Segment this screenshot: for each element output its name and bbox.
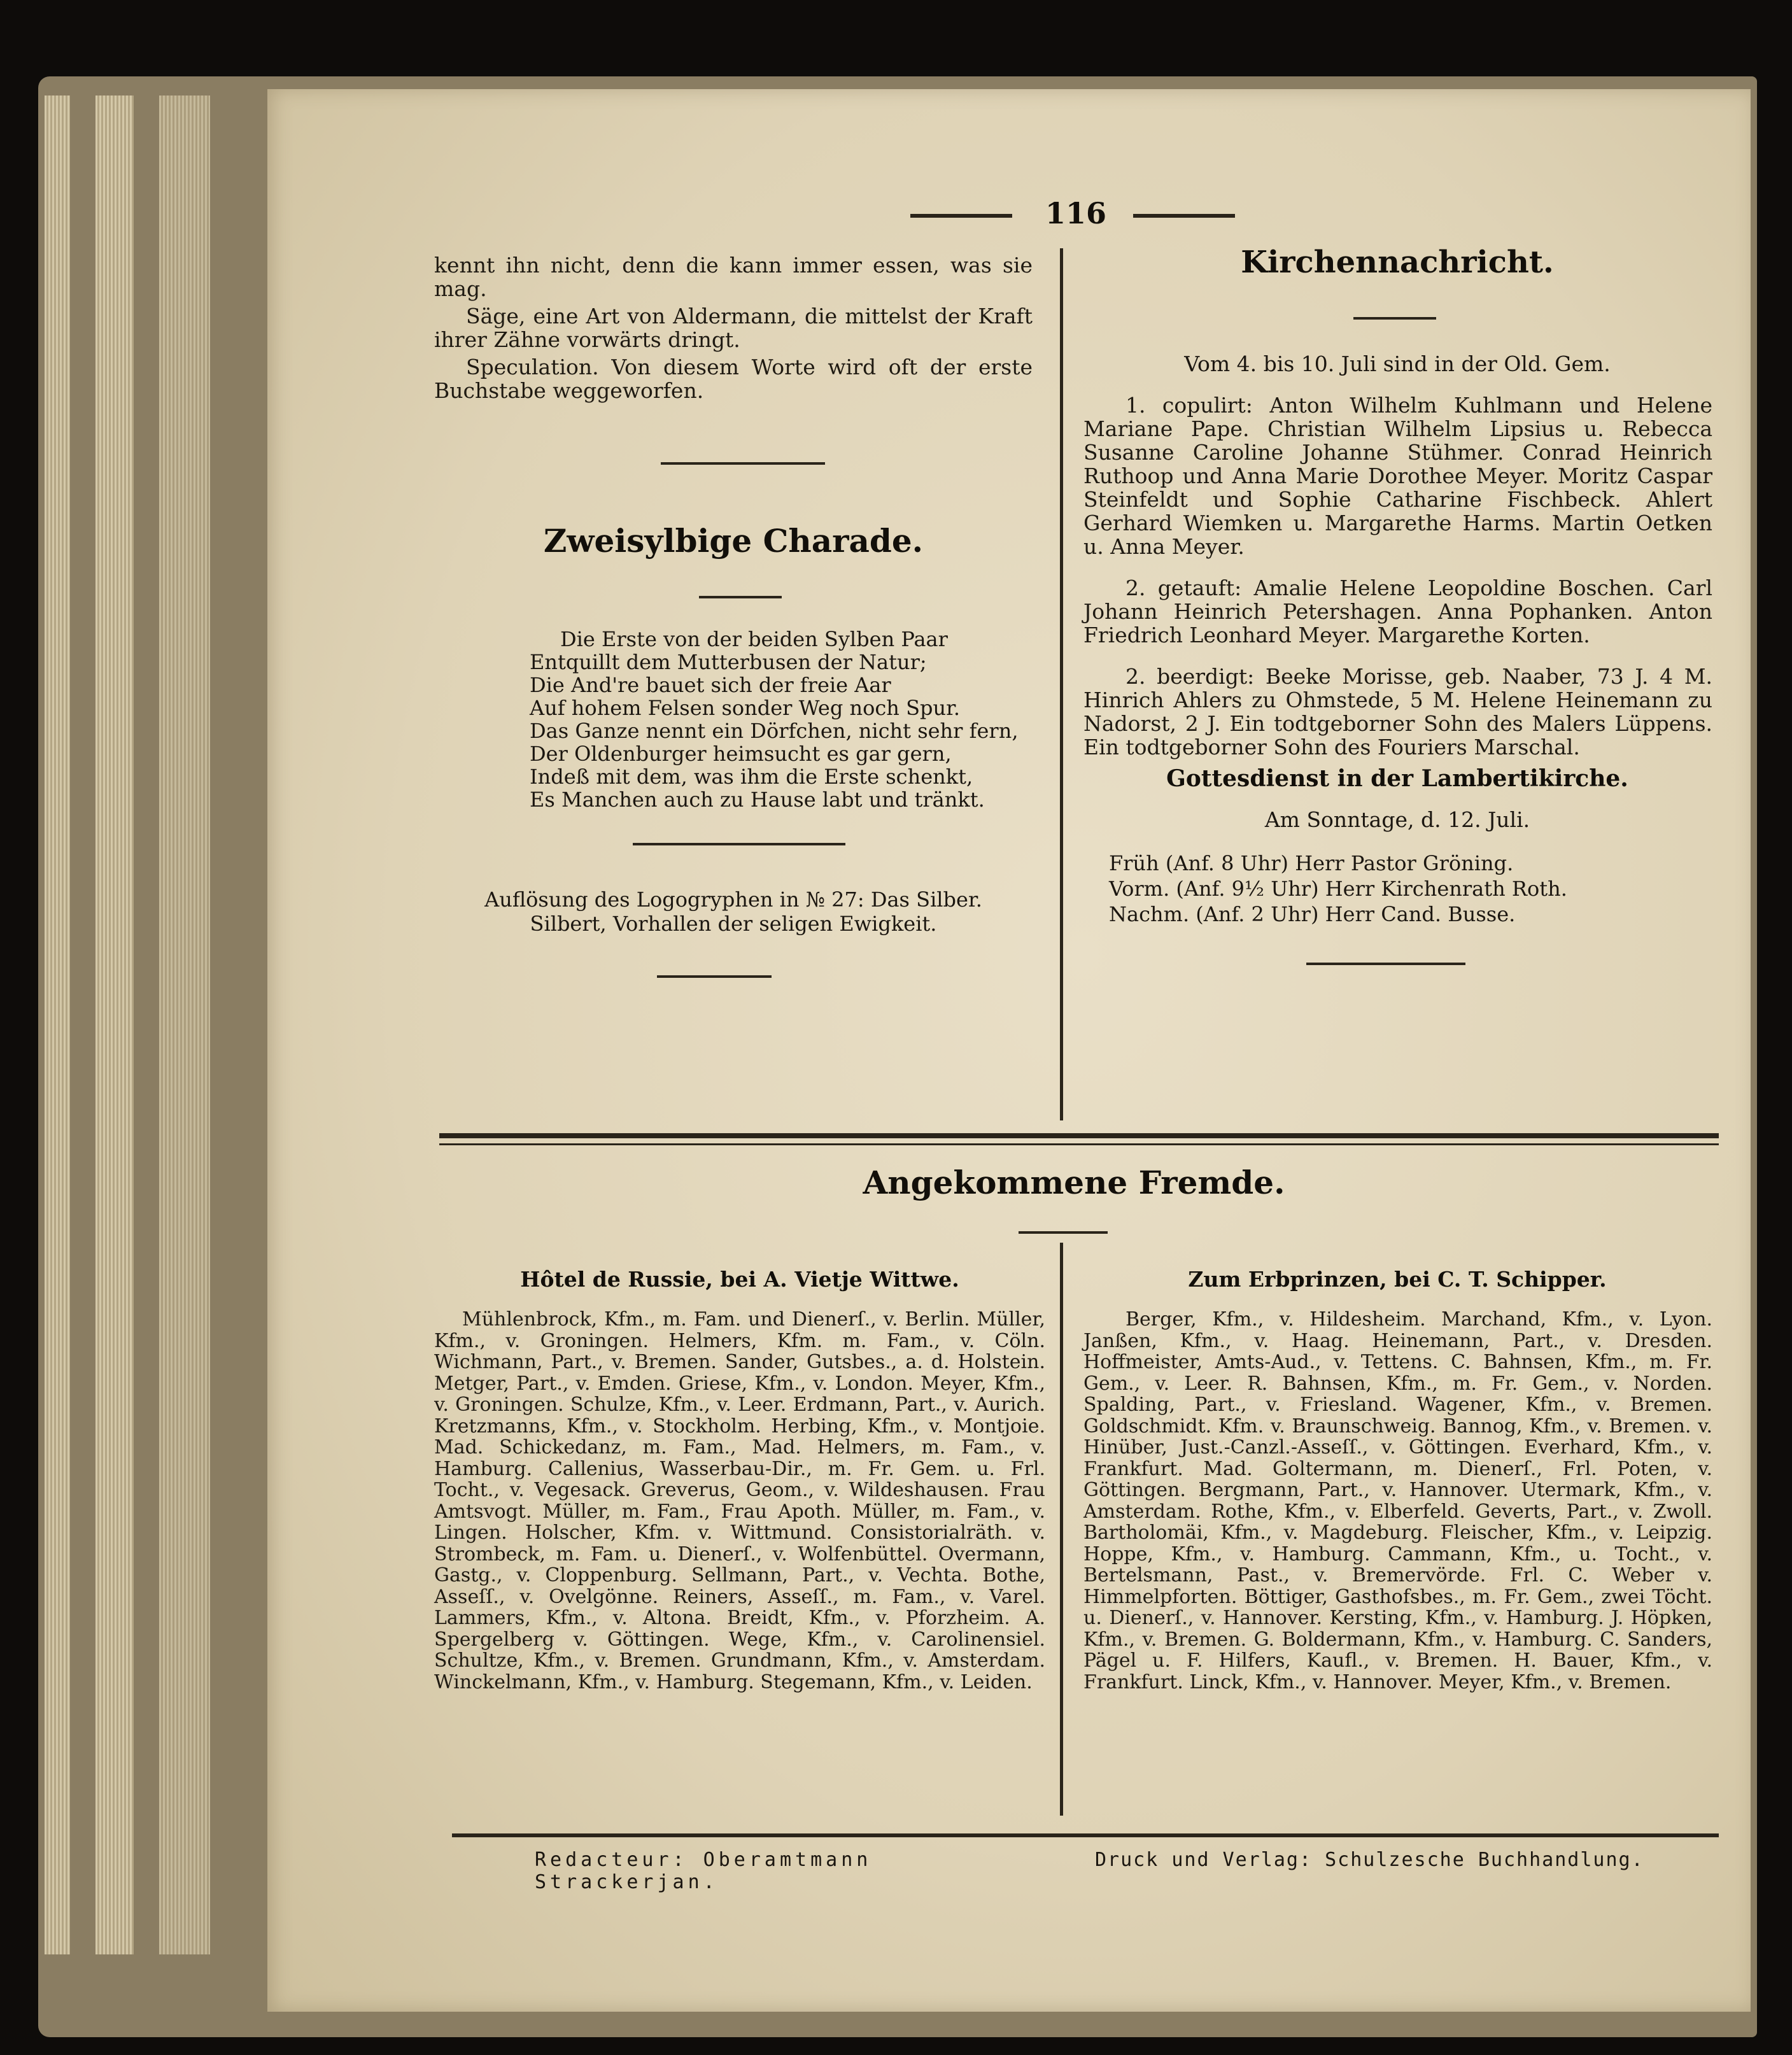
hotel-russie-heading: Hôtel de Russie, bei A. Vietje Wittwe.	[520, 1267, 959, 1292]
fremde-column-divider	[1060, 1243, 1063, 1816]
separator-rule-short	[1353, 317, 1436, 320]
text-paragraph: kennt ihn nicht, denn die kann immer essen, was sie mag.	[434, 253, 1033, 301]
poem-line: Es Manchen auch zu Hause labt und tränkt.	[530, 787, 985, 812]
hotel-russie-guests: Mühlenbrock, Kfm., m. Fam. und Dienerſ., v. Berlin. Müller, Kfm., v. Groningen. Helmers, Kfm. m. Fam., v. Cöln. Wichmann, Part., v. Bremen. Sander, Gutsbes., a. d. Holstein. Metger, Part., v. Emden. Griese, Kfm., v. London. Meyer, Kfm., v. Groningen. Schulze, Kfm., v. Leer. Erdmann, Part., v. Aurich. Kretzmanns, Kfm., v. Stockholm. Herbing, Kfm., v. Montjoie. Mad. Schickedanz, m. Fam., Mad. Helmers, m. Fam., v. Hamburg. Callenius, Wasserbau-Dir., m. Fr. Gem. u. Frl. Tocht., v. Vegesack. Greverus, Geom., v. Wildeshausen. Frau Amtsvogt. Müller, m. Fam., Frau Apoth. Müller, m. Fam., v. Lingen. Holscher, Kfm. v. Wittmund. Consistorialräth. v. Strombeck, m. Fam. u. Dienerſ., v. Wolfenbüttel. Overmann, Gastg., v. Cloppenburg. Sellmann, Part., v. Vechta. Bothe, Asseſſ., v. Ovelgönne. Reiners, Asseſſ., m. Fam., v. Varel. Lammers, Kfm., v. Altona. Breidt, Kfm., v. Pforzheim. A. Spergelberg v. Göttingen. Wege, Kfm., v. Carolinensiel. Schultze, Kfm., v. Bremen. Grundmann, Kfm., v. Amsterdam. Winckelmann, Kfm., v. Hamburg. Stegemann, Kfm., v. Leiden.	[434, 1308, 1045, 1693]
poem-line: Indeß mit dem, was ihm die Erste schenkt,	[530, 765, 973, 789]
header-rule-left	[910, 214, 1012, 218]
kirchennachricht-title: Kirchennachricht.	[1241, 244, 1554, 280]
column-divider	[1060, 248, 1063, 1120]
page-edges-stack	[159, 95, 210, 1954]
service-date: Am Sonntage, d. 12. Juli.	[1264, 807, 1530, 832]
poem-line: Der Oldenburger heimsucht es gar gern,	[530, 742, 952, 766]
separator-rule-short	[657, 975, 772, 978]
page-edges-inner	[95, 95, 134, 1954]
solution-line: Auflösung des Logogryphen in № 27: Das Silber.	[484, 887, 982, 912]
editor-line: Redacteur: Oberamtmann Strackerjan.	[535, 1849, 872, 1893]
poem-line: Die And're bauet sich der freie Aar	[530, 673, 891, 697]
separator-rule	[633, 843, 845, 845]
poem-line: Auf hohem Felsen sonder Weg noch Spur.	[530, 696, 961, 720]
service-item: Nachm. (Anf. 2 Uhr) Herr Cand. Busse.	[1109, 902, 1516, 926]
left-column	[434, 253, 1033, 420]
separator-rule	[661, 462, 825, 465]
service-item: Vorm. (Anf. 9½ Uhr) Herr Kirchenrath Roth.	[1109, 877, 1567, 901]
text-paragraph: Speculation. Von diesem Worte wird oft der erste Buchstabe weggeworfen.	[434, 355, 1033, 403]
fremde-title: Angekommene Fremde.	[863, 1164, 1285, 1201]
separator-rule-short	[699, 596, 782, 598]
section-divider-thin	[439, 1143, 1719, 1145]
page-edges	[45, 95, 70, 1954]
beerdigt-entry: 2. beerdigt: Beeke Morisse, geb. Naaber, 73 J. 4 M. Hinrich Ahlers zu Ohmstede, 5 M. Helene Heinemann zu Nadorst, 2 J. Ein todtgeborner Sohn des Malers Lüppens. Ein todtgeborner Sohn des Fouriers Marschal.	[1083, 664, 1712, 759]
service-item: Früh (Anf. 8 Uhr) Herr Pastor Gröning.	[1109, 851, 1514, 875]
separator-rule	[1306, 963, 1465, 965]
poem-line: Das Ganze nennt ein Dörfchen, nicht sehr fern,	[530, 719, 1019, 743]
solution-line: Silbert, Vorhallen der seligen Ewigkeit.	[530, 912, 937, 936]
footer-rule	[452, 1833, 1719, 1837]
getauft-entry: 2. getauft: Amalie Helene Leopoldine Boschen. Carl Johann Heinrich Petershagen. Anna Pophanken. Anton Friedrich Leonhard Meyer. Margarethe Korten.	[1083, 576, 1712, 647]
service-list	[1109, 851, 1707, 927]
solution	[434, 887, 1033, 936]
printer-line: Druck und Verlag: Schulzesche Buchhandlung.	[1095, 1849, 1644, 1871]
header-rule-right	[1133, 214, 1235, 218]
page-number: 116	[1045, 196, 1107, 230]
poem-line: Die Erste von der beiden Sylben Paar	[560, 627, 948, 651]
charade-poem	[530, 627, 1019, 812]
text-paragraph: Säge, eine Art von Aldermann, die mittelst der Kraft ihrer Zähne vorwärts dringt.	[434, 304, 1033, 352]
date-line: Vom 4. bis 10. Juli sind in der Old. Gem.	[1184, 351, 1611, 376]
erbprinzen-heading: Zum Erbprinzen, bei C. T. Schipper.	[1188, 1267, 1607, 1292]
service-title: Gottesdienst in der Lambertikirche.	[1166, 765, 1628, 792]
erbprinzen-guests: Berger, Kfm., v. Hildesheim. Marchand, Kfm., v. Lyon. Janßen, Kfm., v. Haag. Heinemann, Part., v. Dresden. Hoffmeister, Amts-Aud., v. Tettens. C. Bahnsen, Kfm., m. Fr. Gem., v. Leer. R. Bahnsen, Kfm., m. Fr. Gem., v. Norden. Spalding, Part., v. Friesland. Wagener, Kfm., v. Bremen. Goldschmidt. Kfm. v. Braunschweig. Bannog, Kfm., v. Bremen. v. Hinüber, Just.-Canzl.-Asseſſ., v. Göttingen. Everhard, Kfm., v. Frankfurt. Mad. Goltermann, m. Dienerſ., Frl. Poten, v. Göttingen. Bergmann, Part., v. Hannover. Utermark, Kfm., v. Amsterdam. Rothe, Kfm., v. Elberfeld. Geverts, Part., v. Zwoll. Bartholomäi, Kfm., v. Magdeburg. Fleischer, Kfm., v. Leipzig. Hoppe, Kfm., v. Hamburg. Cammann, Kfm., u. Tocht., v. Bertelsmann, Past., v. Bremervörde. Frl. C. Weber v. Himmelpforten. Böttiger, Gasthofsbes., m. Fr. Gem., zwei Töcht. u. Dienerſ., v. Hannover. Kersting, Kfm., v. Hamburg. J. Höpken, Kfm., v. Bremen. G. Boldermann, Kfm., v. Hamburg. C. Sanders, Pägel u. F. Hilfers, Kaufl., v. Bremen. H. Bauer, Kfm., v. Frankfurt. Linck, Kfm., v. Hannover. Meyer, Kfm., v. Bremen.	[1083, 1308, 1712, 1693]
church-records	[1083, 393, 1712, 777]
poem-line: Entquillt dem Mutterbusen der Natur;	[530, 650, 927, 674]
section-divider-thick	[439, 1133, 1719, 1138]
charade-title: Zweisylbige Charade.	[543, 522, 924, 560]
newspaper-page	[267, 89, 1751, 2012]
separator-rule-short	[1019, 1231, 1108, 1234]
copulirt-entry: 1. copulirt: Anton Wilhelm Kuhlmann und Helene Mariane Pape. Christian Wilhelm Lipsius u. Rebecca Susanne Caroline Johanne Stühmer. Conrad Heinrich Ruthoop und Anna Marie Dorothee Meyer. Moritz Caspar Steinfeldt und Sophie Catharine Fischbeck. Ahlert Gerhard Wiemken u. Margarethe Harms. Martin Oetken u. Anna Meyer.	[1083, 393, 1712, 559]
